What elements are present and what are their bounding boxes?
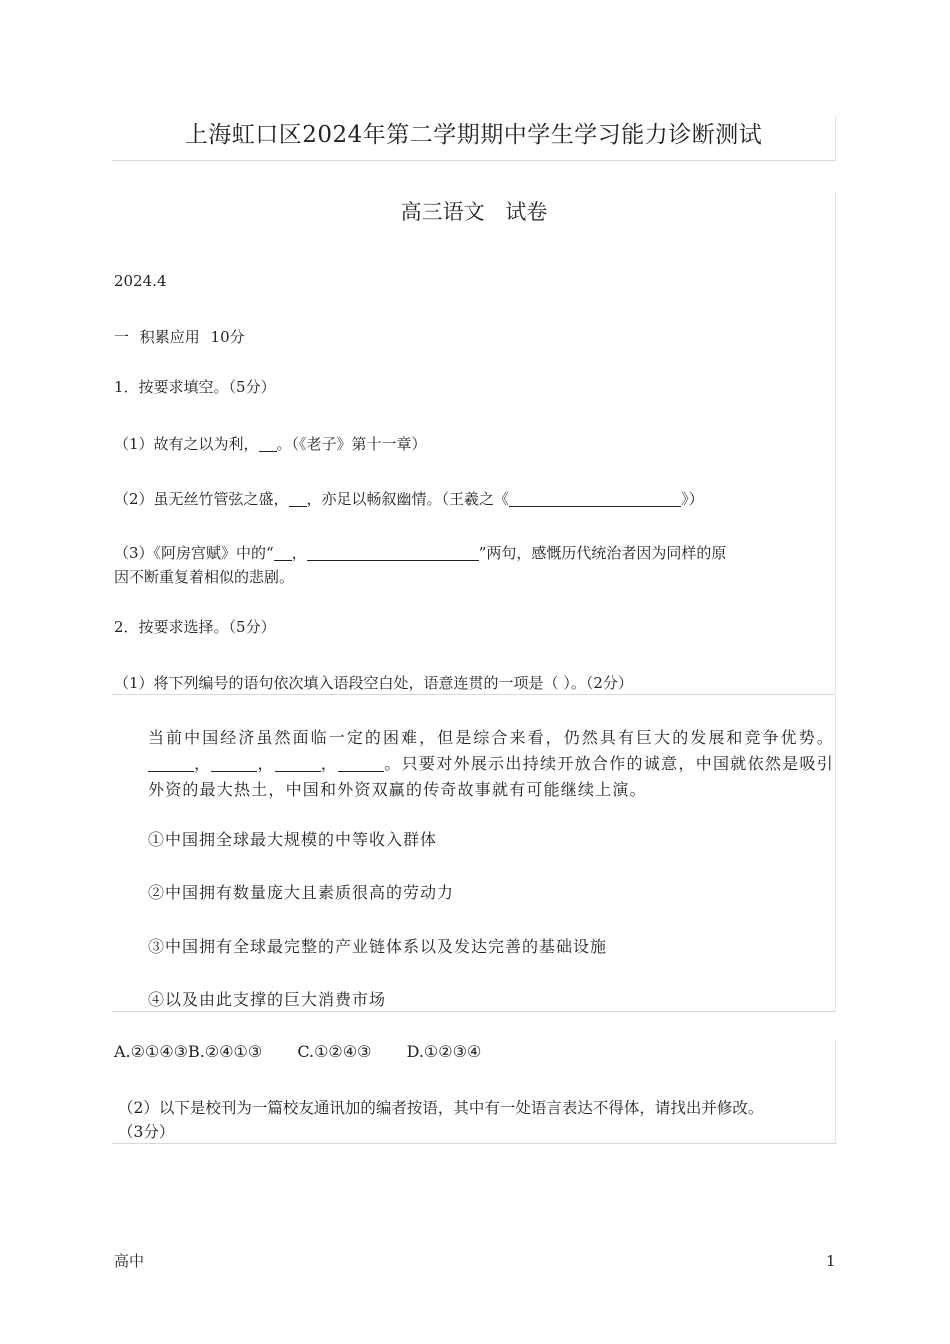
- question-1-item-3: [114, 540, 726, 566]
- answer-blank[interactable]: [274, 542, 292, 561]
- frame-divider: [835, 192, 836, 692]
- answer-blank[interactable]: [307, 542, 479, 561]
- question-1-item-2: [114, 486, 704, 512]
- choice-a[interactable]: A.②①④③: [114, 1042, 189, 1061]
- passage-blank[interactable]: [275, 753, 321, 772]
- item-3-text-c: ”两句，感慨历代统治者因为同样的原: [478, 544, 727, 562]
- answer-blank[interactable]: [509, 488, 681, 507]
- question-2-sub-2-line-2: （3分）: [118, 1123, 175, 1141]
- question-2-sub-2-line-1: （2）以下是校刊为一篇校友通讯加的编者按语，其中有一处语言表达不得体，请找出并修改。: [118, 1099, 764, 1117]
- passage-text-a: 当前中国经济虽然面临一定的困难，但是综合来看，仍然具有巨大的发展和竞争优势。: [148, 728, 834, 747]
- question-1-item-1: [114, 431, 427, 457]
- item-3-text-a: （3）《阿房宫赋》中的“: [114, 544, 274, 562]
- question-2-sub-1: （1）将下列编号的语句依次填入语段空白处，语意连贯的一项是（ ）。（2分）: [114, 674, 633, 692]
- reading-passage-box: [112, 694, 836, 1012]
- item-1-text-a: （1）故有之以为利，: [114, 435, 259, 453]
- exam-date: 2024.4: [114, 272, 167, 290]
- choice-d[interactable]: D.①②③④: [406, 1042, 482, 1061]
- item-1-text-b: 。（《老子》第十一章）: [276, 435, 427, 453]
- exam-subtitle: 高三语文 试卷: [400, 200, 548, 224]
- passage-text-b: 。只要对外展示出持续开放合作的诚意，中国就依然是吸引外资的最大热土，中国和外资双赢的传奇故事就有可能继续上演。: [148, 754, 835, 799]
- sentence-option-4: ④以及由此支撑的巨大消费市场: [148, 990, 387, 1009]
- item-2-text-a: （2）虽无丝竹管弦之盛，: [114, 490, 289, 508]
- choice-b[interactable]: B.②④①③: [188, 1042, 263, 1061]
- question-1-item-3-cont: 因不断重复着相似的悲剧。: [114, 568, 295, 586]
- footer-label: 高中: [114, 1252, 145, 1270]
- passage-separator: ，: [257, 754, 275, 773]
- page-number: 1: [826, 1252, 836, 1270]
- passage-text: [148, 725, 834, 803]
- item-2-text-b: ，亦足以畅叙幽情。（王羲之《: [306, 490, 510, 508]
- passage-blank[interactable]: [211, 753, 257, 772]
- question-2-sub-2: [118, 1096, 836, 1144]
- answer-blank[interactable]: [289, 488, 307, 507]
- item-2-text-c: 》）: [681, 490, 704, 508]
- item-3-text-b: ，: [291, 544, 307, 562]
- question-2-sub-2-box: [112, 1040, 836, 1144]
- passage-separator: ，: [320, 754, 339, 773]
- passage-blank[interactable]: [148, 753, 194, 772]
- sentence-option-1: ①中国拥全球最大规模的中等收入群体: [148, 830, 438, 849]
- passage-separator: ，: [194, 754, 212, 773]
- section-heading: 一 积累应用 10分: [114, 328, 245, 346]
- sentence-option-3: ③中国拥有全球最完整的产业链体系以及发达完善的基础设施: [148, 937, 608, 956]
- choice-c[interactable]: C.①②④③: [297, 1042, 372, 1061]
- sentence-option-2: ②中国拥有数量庞大且素质很高的劳动力: [148, 883, 455, 902]
- question-1-prompt: 1．按要求填空。（5分）: [114, 378, 276, 396]
- answer-blank[interactable]: [259, 433, 277, 452]
- question-2-prompt: 2．按要求选择。（5分）: [114, 618, 276, 636]
- exam-title: 上海虹口区2024年第二学期期中学生学习能力诊断测试: [112, 115, 836, 161]
- passage-blank[interactable]: [338, 753, 384, 772]
